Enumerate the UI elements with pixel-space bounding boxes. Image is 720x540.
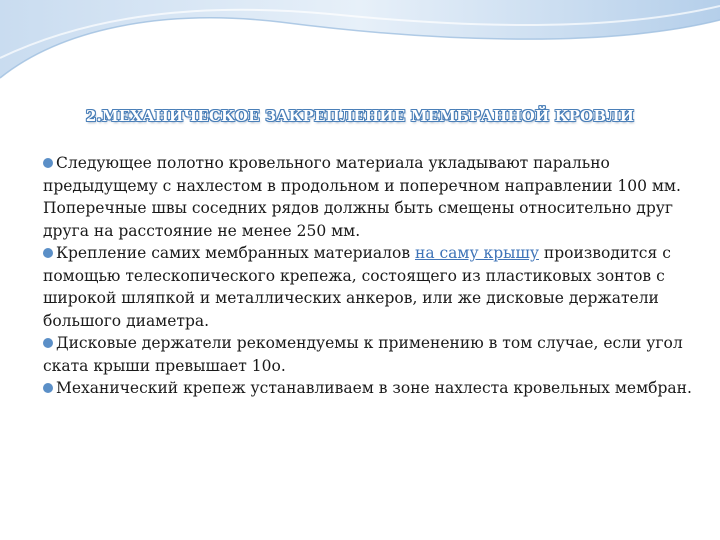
paragraph-text: Дисковые держатели рекомендуемы к применению в том случае, если угол ската крыши превышает 10о. [43, 334, 683, 375]
roof-link[interactable]: на саму крышу [415, 244, 539, 262]
bullet-icon [43, 248, 53, 258]
paragraph-text: Механический крепеж устанавливаем в зоне нахлеста кровельных мембран. [56, 379, 692, 397]
paragraph-text: Следующее полотно кровельного материала укладывают парально предыдущему с нахлестом в продольном и поперечном направлении 100 мм. Поперечные швы соседних рядов должны быть смещены относительно друг друга на расстояние не менее 250 мм. [43, 154, 681, 240]
list-item [43, 152, 693, 242]
bullet-icon [43, 338, 53, 348]
bullet-icon [43, 383, 53, 393]
header-wave-decoration [0, 0, 720, 120]
slide-body [43, 152, 693, 400]
list-item [43, 242, 693, 332]
bullet-icon [43, 158, 53, 168]
paragraph-text: производится с помощью телескопического крепежа, состоящего из пластиковых зонтов с широкой шляпкой и металлических анкеров, или же дисковые держатели большого диаметра. [43, 244, 671, 330]
paragraph-text: Крепление самих мембранных материалов [56, 244, 415, 262]
list-item [43, 377, 693, 400]
slide-title: 2.МЕХАНИЧЕСКОЕ ЗАКРЕПЛЕНИЕ МЕМБРАННОЙ КРОВЛИ [85, 107, 635, 125]
list-item [43, 332, 693, 377]
